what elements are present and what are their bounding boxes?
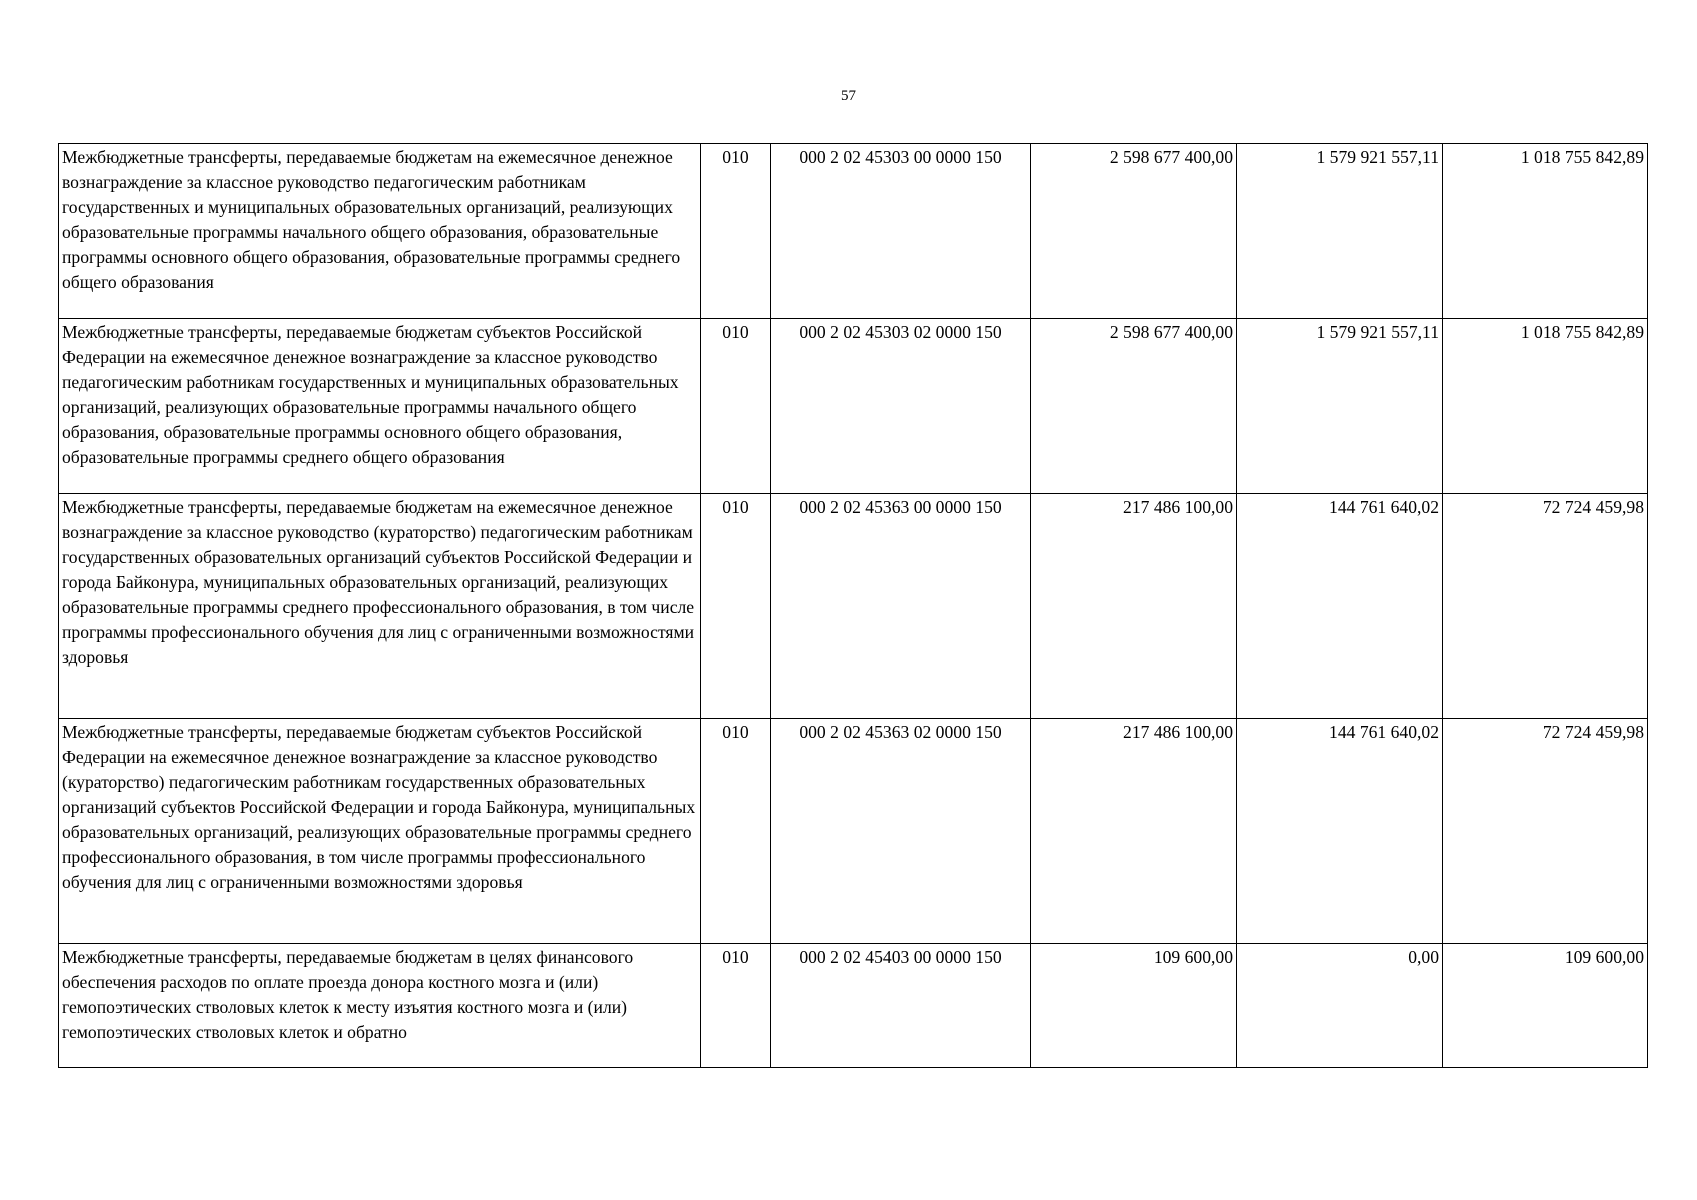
row-budget-classification-code: 000 2 02 45303 02 0000 150 — [771, 319, 1031, 494]
row-line-code: 010 — [701, 494, 771, 719]
row-description: Межбюджетные трансферты, передаваемые бюджетам субъектов Российской Федерации на ежемесячное денежное вознаграждение за классное руководство педагогическим работникам государственных и муниципальных образовательных организаций, реализующих образовательные программы начального общего образования, образовательные программы основного общего образования, образовательные программы среднего общего образования — [59, 319, 701, 494]
row-unexecuted-amount: 72 724 459,98 — [1443, 719, 1648, 944]
row-unexecuted-amount: 1 018 755 842,89 — [1443, 144, 1648, 319]
row-line-code: 010 — [701, 144, 771, 319]
row-unexecuted-amount: 1 018 755 842,89 — [1443, 319, 1648, 494]
row-executed-amount: 1 579 921 557,11 — [1237, 319, 1443, 494]
row-approved-amount: 2 598 677 400,00 — [1031, 319, 1237, 494]
row-approved-amount: 109 600,00 — [1031, 944, 1237, 1068]
page-number: 57 — [841, 88, 856, 104]
row-executed-amount: 0,00 — [1237, 944, 1443, 1068]
row-line-code: 010 — [701, 944, 771, 1068]
table-row — [59, 719, 1648, 944]
row-approved-amount: 217 486 100,00 — [1031, 494, 1237, 719]
budget-table — [58, 143, 1648, 1068]
row-budget-classification-code: 000 2 02 45303 00 0000 150 — [771, 144, 1031, 319]
table-row — [59, 144, 1648, 319]
row-unexecuted-amount: 72 724 459,98 — [1443, 494, 1648, 719]
row-description: Межбюджетные трансферты, передаваемые бюджетам в целях финансового обеспечения расходов по оплате проезда донора костного мозга и (или) гемопоэтических стволовых клеток к месту изъятия костного мозга и (или) гемопоэтических стволовых клеток и обратно — [59, 944, 701, 1068]
row-description: Межбюджетные трансферты, передаваемые бюджетам субъектов Российской Федерации на ежемесячное денежное вознаграждение за классное руководство (кураторство) педагогическим работникам государственных образовательных организаций субъектов Российской Федерации и города Байконура, муниципальных образовательных организаций, реализующих образовательные программы среднего профессионального образования, в том числе программы профессионального обучения для лиц с ограниченными возможностями здоровья — [59, 719, 701, 944]
row-budget-classification-code: 000 2 02 45363 00 0000 150 — [771, 494, 1031, 719]
row-line-code: 010 — [701, 319, 771, 494]
row-description: Межбюджетные трансферты, передаваемые бюджетам на ежемесячное денежное вознаграждение за классное руководство педагогическим работникам государственных и муниципальных образовательных организаций, реализующих образовательные программы начального общего образования, образовательные программы основного общего образования, образовательные программы среднего общего образования — [59, 144, 701, 319]
table-row — [59, 494, 1648, 719]
table-row — [59, 319, 1648, 494]
row-executed-amount: 1 579 921 557,11 — [1237, 144, 1443, 319]
row-budget-classification-code: 000 2 02 45403 00 0000 150 — [771, 944, 1031, 1068]
row-approved-amount: 2 598 677 400,00 — [1031, 144, 1237, 319]
row-approved-amount: 217 486 100,00 — [1031, 719, 1237, 944]
row-executed-amount: 144 761 640,02 — [1237, 719, 1443, 944]
row-description: Межбюджетные трансферты, передаваемые бюджетам на ежемесячное денежное вознаграждение за классное руководство (кураторство) педагогическим работникам государственных образовательных организаций субъектов Российской Федерации и города Байконура, муниципальных образовательных организаций, реализующих образовательные программы среднего профессионального образования, в том числе программы профессионального обучения для лиц с ограниченными возможностями здоровья — [59, 494, 701, 719]
table-row — [59, 944, 1648, 1068]
row-budget-classification-code: 000 2 02 45363 02 0000 150 — [771, 719, 1031, 944]
row-line-code: 010 — [701, 719, 771, 944]
row-unexecuted-amount: 109 600,00 — [1443, 944, 1648, 1068]
row-executed-amount: 144 761 640,02 — [1237, 494, 1443, 719]
